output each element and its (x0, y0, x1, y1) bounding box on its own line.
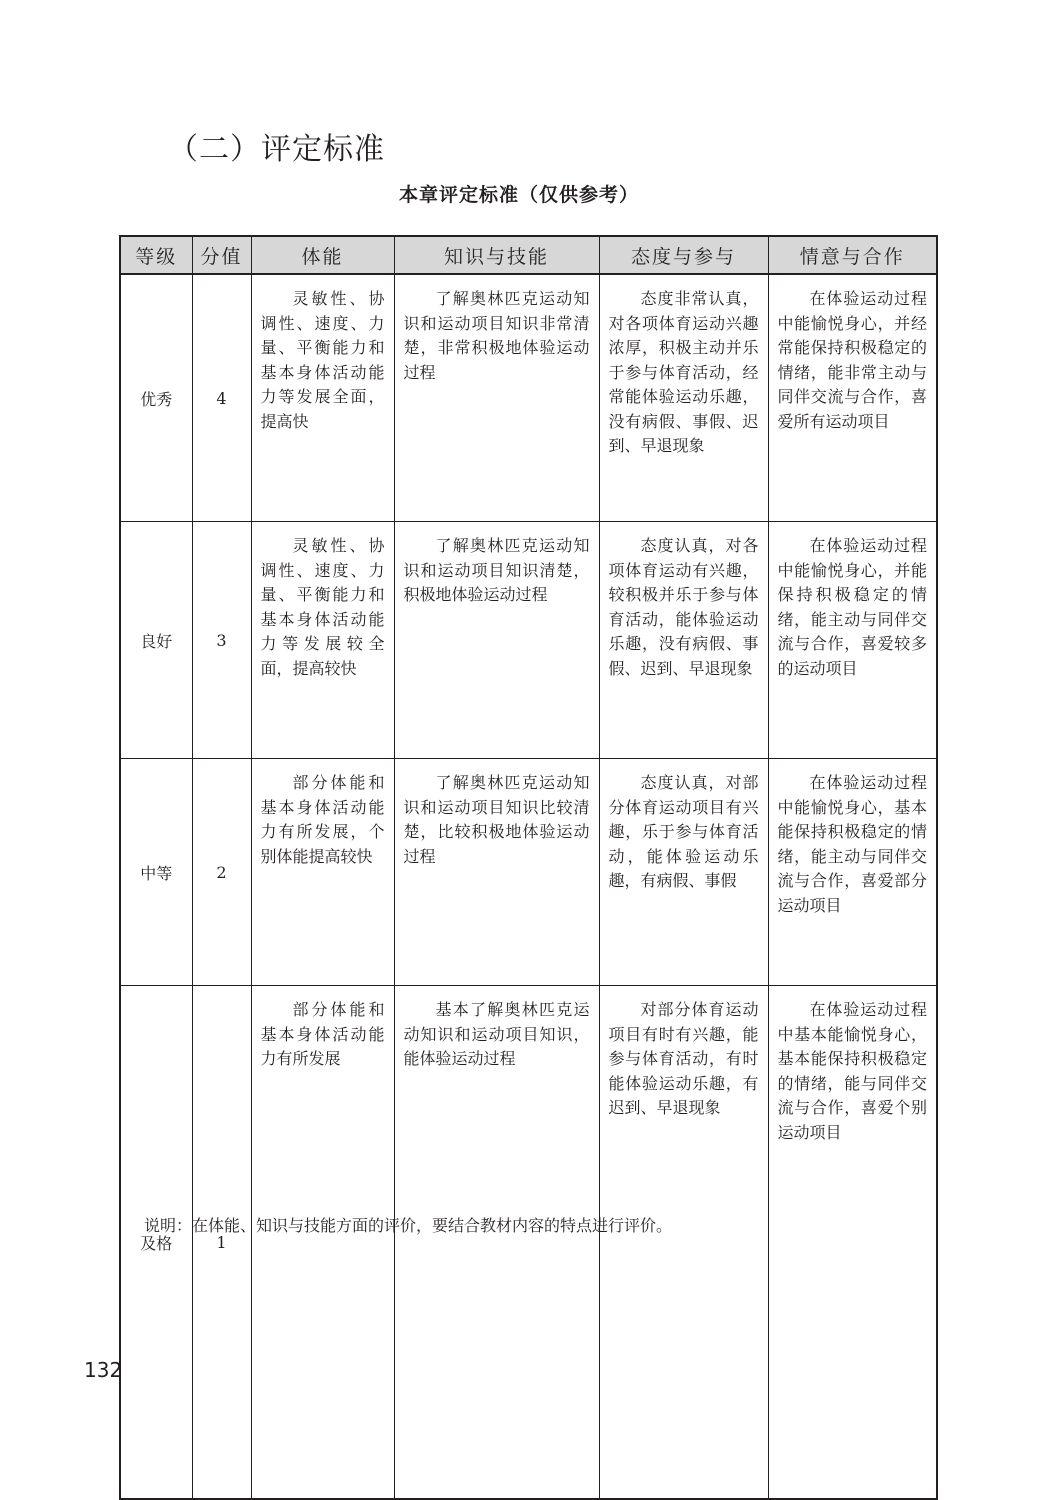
knowledge-cell: 了解奥林匹克运动知识和运动项目知识非常清楚，非常积极地体验运动过程 (394, 274, 599, 522)
header-knowledge-skills: 知识与技能 (394, 236, 599, 274)
emotion-cell: 在体验运动过程中基本能愉悦身心，基本能保持积极稳定的情绪，能与同伴交流与合作，喜爱个别运动项目 (768, 986, 937, 1500)
score-cell: 4 (192, 274, 251, 522)
emotion-cell: 在体验运动过程中能愉悦身心，并经常能保持积极稳定的情绪，能非常主动与同伴交流与合作，喜爱所有运动项目 (768, 274, 937, 522)
table-title: 本章评定标准（仅供参考） (398, 184, 639, 206)
knowledge-cell: 了解奥林匹克运动知识和运动项目知识清楚，积极地体验运动过程 (394, 522, 599, 759)
page-number: 132 (84, 1358, 123, 1382)
attitude-cell: 对部分体育运动项目有时有兴趣，能参与体育活动，有时能体验运动乐趣，有迟到、早退现象 (599, 986, 768, 1500)
level-cell: 中等 (120, 759, 192, 986)
header-emotion-cooperation: 情意与合作 (768, 236, 937, 274)
table-header-row (120, 236, 937, 274)
knowledge-cell: 基本了解奥林匹克运动知识和运动项目知识，能体验运动过程 (394, 986, 599, 1500)
table-row (120, 759, 937, 986)
level-cell: 及格 (120, 986, 192, 1500)
fitness-cell: 灵敏性、协调性、速度、力量、平衡能力和基本身体活动能力等发展较全面，提高较快 (251, 522, 394, 759)
attitude-cell: 态度认真，对部分体育运动项目有兴趣，乐于参与体育活动，能体验运动乐趣，有病假、事假 (599, 759, 768, 986)
attitude-cell: 态度认真，对各项体育运动有兴趣，较积极并乐于参与体育活动，能体验运动乐趣，没有病假、事假、迟到、早退现象 (599, 522, 768, 759)
table-row (120, 522, 937, 759)
knowledge-cell: 了解奥林匹克运动知识和运动项目知识比较清楚，比较积极地体验运动过程 (394, 759, 599, 986)
header-level: 等级 (120, 236, 192, 274)
header-score: 分值 (192, 236, 251, 274)
table-row (120, 986, 937, 1500)
section-title: （二）评定标准 (168, 132, 385, 167)
table-note: 说明：在体能、知识与技能方面的评价，要结合教材内容的特点进行评价。 (144, 1216, 673, 1235)
fitness-cell: 部分体能和基本身体活动能力有所发展，个别体能提高较快 (251, 759, 394, 986)
table-row (120, 274, 937, 522)
header-fitness: 体能 (251, 236, 394, 274)
evaluation-standards-table (119, 235, 938, 1500)
header-attitude-participation: 态度与参与 (599, 236, 768, 274)
score-cell: 1 (192, 986, 251, 1500)
score-cell: 3 (192, 522, 251, 759)
emotion-cell: 在体验运动过程中能愉悦身心，并能保持积极稳定的情绪，能主动与同伴交流与合作，喜爱较多的运动项目 (768, 522, 937, 759)
fitness-cell: 灵敏性、协调性、速度、力量、平衡能力和基本身体活动能力等发展全面，提高快 (251, 274, 394, 522)
fitness-cell: 部分体能和基本身体活动能力有所发展 (251, 986, 394, 1500)
level-cell: 优秀 (120, 274, 192, 522)
attitude-cell: 态度非常认真，对各项体育运动兴趣浓厚，积极主动并乐于参与体育活动，经常能体验运动乐趣，没有病假、事假、迟到、早退现象 (599, 274, 768, 522)
level-cell: 良好 (120, 522, 192, 759)
emotion-cell: 在体验运动过程中能愉悦身心，基本能保持积极稳定的情绪，能主动与同伴交流与合作，喜爱部分运动项目 (768, 759, 937, 986)
score-cell: 2 (192, 759, 251, 986)
